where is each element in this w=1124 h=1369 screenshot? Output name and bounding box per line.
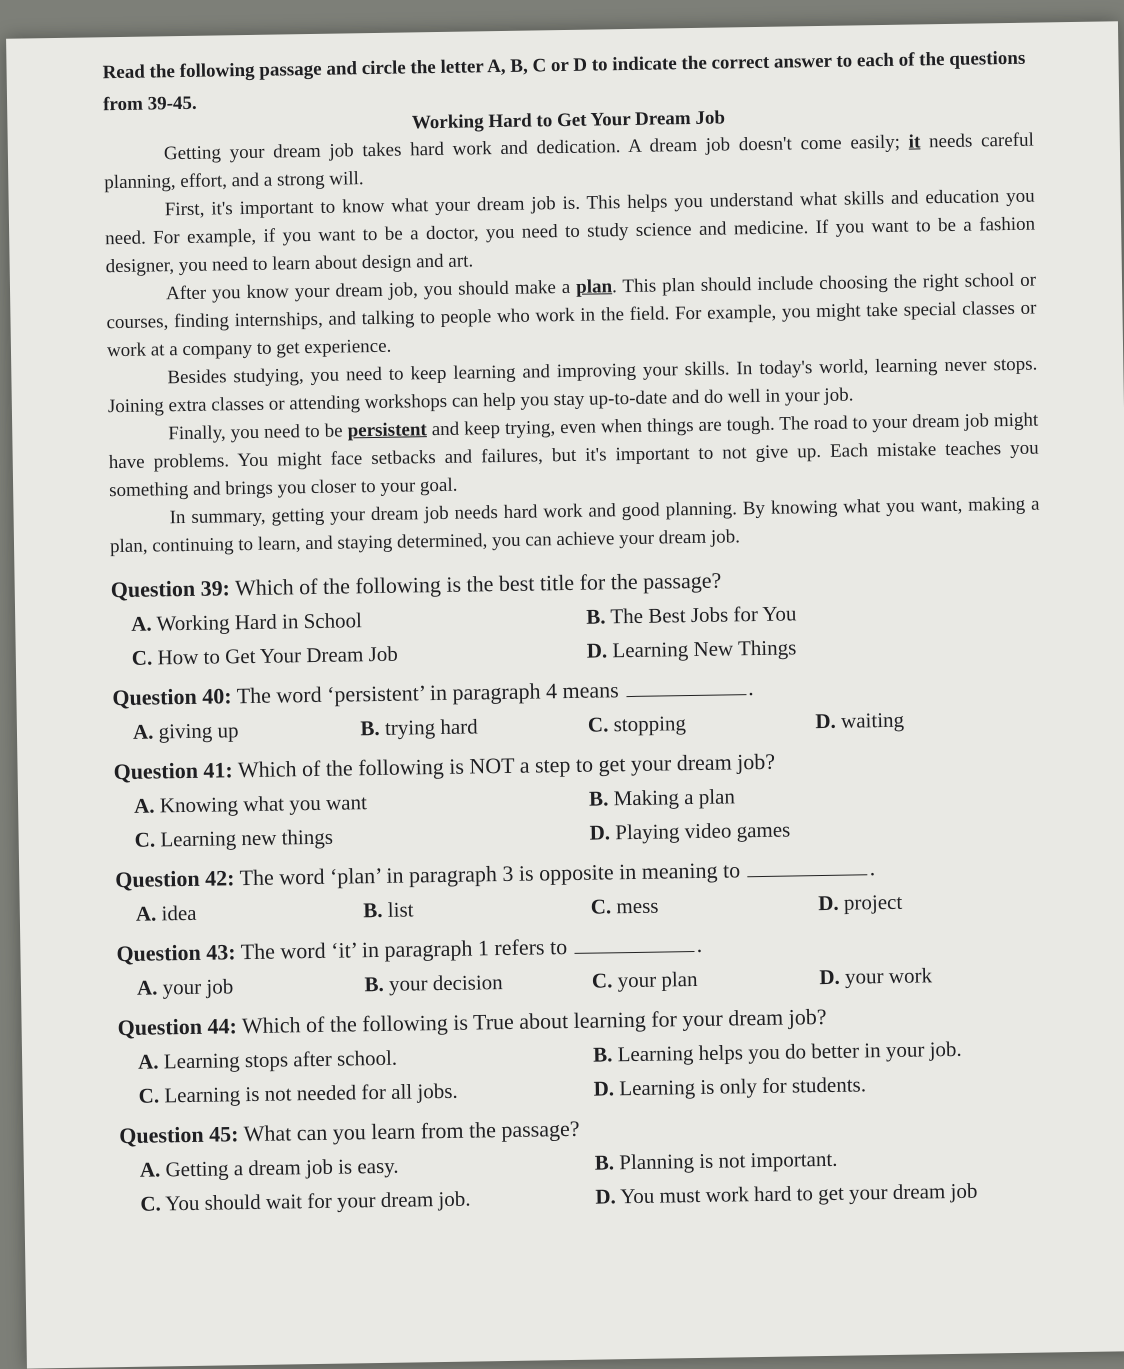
option-c[interactable] [132,634,587,675]
option-text: The Best Jobs for You [610,601,797,629]
option-text: your job [162,974,234,1000]
question-text: The word ‘persistent’ in paragraph 4 means [236,677,619,709]
question-43 [116,923,1047,1006]
option-text: idea [161,900,197,926]
question-45 [119,1104,1050,1221]
option-text: stopping [613,711,687,737]
option-d[interactable] [595,1172,1050,1213]
option-letter: A. [132,719,154,744]
option-text: You should wait for your dream job. [165,1186,471,1216]
option-text: You must work hard to get your dream job [620,1178,978,1209]
underlined-persistent: persistent [347,419,427,442]
question-number: Question 40: [112,683,232,711]
option-text: your work [844,963,933,989]
option-text: waiting [840,707,905,733]
option-letter: A. [131,611,152,636]
question-number: Question 41: [113,757,233,785]
answer-blank[interactable] [748,874,868,877]
paragraph-3-text-a: After you know your dream job, you should make a [165,276,577,305]
option-a[interactable] [136,893,364,931]
option-letter: A. [133,793,155,818]
option-letter: D. [595,1184,616,1209]
question-list [110,559,1050,1222]
question-number: Question 39: [110,575,231,603]
underlined-it: it [908,131,921,153]
option-c[interactable] [134,816,589,857]
paragraph-5 [108,407,1039,506]
option-text: your decision [388,970,503,996]
question-text: What can you learn from the passage? [243,1115,580,1147]
option-a[interactable] [137,967,365,1005]
question-number: Question 43: [116,939,236,967]
paragraph-2: First, it's important to know what your dream job is. This helps you understand what skills and education you need. For example, if you want to be a doctor, you need to study science and medicine. If you want to be a fashion designer, you need to learn about design and art. [105,185,1036,278]
option-letter: B. [592,1042,613,1067]
option-letter: A. [139,1157,161,1182]
question-44-options [118,1030,1049,1113]
option-letter: D. [589,820,611,845]
question-tail: . [869,855,876,881]
question-45-options [120,1138,1051,1221]
option-letter: C. [138,1083,160,1108]
option-letter: B. [594,1150,615,1175]
question-text: Which of the following is NOT a step to get your dream job? [237,748,776,783]
question-text: Which of the following is the best title for the passage? [234,567,722,601]
option-letter: B. [586,604,606,629]
option-c[interactable] [592,960,820,998]
worksheet-content [102,43,1052,1357]
paragraph-3 [106,267,1037,366]
option-b[interactable] [363,890,591,928]
option-text: Learning stops after school. [163,1045,398,1074]
question-42 [115,849,1046,932]
option-c[interactable] [138,1072,593,1113]
paragraph-5-text-a: Finally, you need to be [168,420,348,445]
paragraph-3-text-b: . This plan should include choosing the right school or courses, finding internships, and talking to people who work in the field. For example, you might take special classes or work at a company to get experience. [106,269,1037,362]
paragraph-1-text-a: Getting your dream job takes hard work and dedication. A dream job doesn't come easily; [163,131,909,165]
paragraph-5-text-b: and keep trying, even when things are tough. The road to your dream job might have problems. You might face setbacks and failures, but it's important to not give up. Each mistake teaches you something and brings you closer to your goal. [108,409,1039,502]
answer-blank[interactable] [626,694,746,697]
instructions: Read the following passage and circle the letter A, B, C or D to indicate the correct answer to each of the questions from 39-45. [102,47,1026,116]
option-text: Playing video games [615,817,791,845]
option-text: Learning is not needed for all jobs. [164,1078,458,1108]
question-text: The word ‘plan’ in paragraph 3 is opposite in meaning to [239,857,741,891]
option-text: Learning helps you do better in your job. [617,1036,962,1067]
option-c[interactable] [588,704,816,742]
option-text: How to Get Your Dream Job [157,641,398,670]
option-letter: A. [136,975,158,1000]
option-d[interactable] [586,627,1041,668]
option-letter: C. [590,894,612,919]
option-text: Working Hard in School [156,608,363,636]
option-letter: C. [140,1191,161,1216]
option-letter: A. [137,1049,159,1074]
option-b[interactable] [364,964,592,1002]
option-d[interactable] [815,701,1043,739]
underlined-plan: plan [576,276,613,298]
option-letter: C. [587,712,609,737]
option-text: project [843,889,903,915]
option-text: mess [616,893,659,919]
question-number: Question 44: [117,1013,237,1041]
option-a[interactable] [133,711,361,749]
option-text: list [387,897,414,922]
option-b[interactable] [360,708,588,746]
option-text: Making a plan [613,784,736,811]
option-d[interactable] [819,957,1047,995]
option-letter: D. [815,708,836,734]
paragraph-6: In summary, getting your dream job needs hard work and good planning. By knowing what you want, making a plan, continuing to learn, and staying determined, you can achieve your dream job. [109,493,1040,558]
option-letter: D. [818,890,839,916]
question-text: The word ‘it’ in paragraph 1 refers to [240,934,568,965]
paragraph-1-text-b: needs careful planning, effort, and a strong will. [104,129,1034,194]
question-text: Which of the following is True about learning for your dream job? [241,1003,827,1039]
option-c[interactable] [591,886,819,924]
question-40 [112,667,1043,750]
question-39 [110,559,1041,676]
question-number: Question 45: [119,1121,239,1149]
question-tail: . [696,931,703,957]
option-text: Learning is only for students. [619,1072,867,1101]
option-letter: D. [586,638,608,663]
option-text: Planning is not important. [619,1146,838,1175]
option-text: trying hard [384,714,478,740]
question-number: Question 42: [115,865,235,893]
question-39-options [111,593,1042,676]
paragraph-4: Besides studying, you need to keep learning and improving your skills. In today's world, learning never stops. Joining extra classes or attending workshops can help you stay up-to-date and do well in your job. [107,353,1038,418]
option-d[interactable] [589,809,1044,850]
option-letter: C. [131,645,153,670]
option-letter: D. [819,964,841,990]
option-d[interactable] [818,883,1046,921]
option-text: your plan [617,966,698,993]
option-text: giving up [158,718,239,744]
option-letter: D. [593,1076,615,1101]
question-41 [113,741,1044,858]
question-tail: . [747,675,754,701]
option-text: Learning New Things [612,635,797,663]
passage [104,127,1040,562]
passage-title: Working Hard to Get Your Dream Job [411,107,726,134]
option-letter: B. [588,786,609,811]
option-letter: C. [134,827,156,852]
option-text: Knowing what you want [159,790,368,818]
option-text: Getting a dream job is easy. [165,1153,399,1182]
option-text: Learning new things [160,824,334,852]
option-letter: A. [135,901,157,926]
option-d[interactable] [593,1064,1048,1105]
worksheet-page [6,21,1124,1368]
question-41-options [114,775,1045,858]
option-letter: B. [363,897,383,923]
question-44 [117,996,1048,1113]
answer-blank[interactable] [575,951,695,954]
option-letter: C. [591,968,613,993]
option-c[interactable] [140,1180,595,1221]
option-letter: B. [364,971,384,997]
option-letter: B. [360,715,380,741]
